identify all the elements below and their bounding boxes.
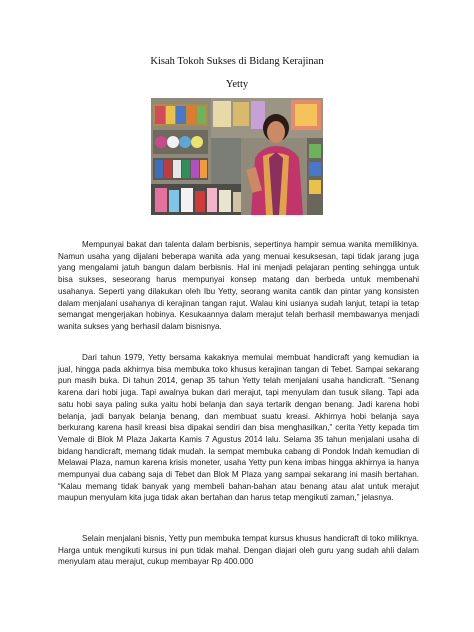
paragraph-text: Mempunyai bakat dan talenta dalam berbisnis, sepertinya hampir semua wanita memilikinya. Namun usaha yang dijalani beberapa wanita ada yang menuai kesuksesan, tapi tidak jarang juga yang mengalami jatuh bangun dalam berbisnis. Hal ini menjadi pelajaran penting sehingga untuk bisa sukses, seseorang harus mempunyai konsep matang dan berbeda untuk membenahi usahanya. Seperti yang dilakukan oleh Ibu Yetty, seorang wanita cantik dan pintar yang konsisten dalam menjalani usahanya di kerajinan tangan rajut. Walau kini usianya sudah lanjut, tetapi ia tetap semangat mengerjakan hobinya. Kesukaannya dalam merajut telah berhasil membawanya menjadi wanita sukses yang berhasil dalam bisnisnya.	[58, 240, 419, 331]
document-subtitle: Yetty	[225, 79, 249, 90]
paragraph-1	[58, 239, 419, 333]
paragraph-text: Dari tahun 1979, Yetty bersama kakaknya memulai membuat handicraft yang kemudian ia jual, hingga pada akhirnya bisa membuka toko khusus kerajinan tangan di Tebet. Sampai sekarang pun masih buka. Di tahun 2014, genap 35 tahun Yetty telah menjalani usaha handicraft. “Senang karena dari hobi juga. Tapi awalnya bukan dari merajut, tapi menyulam dan tusuk silang. Tapi ada satu hobi saya paling suka yaitu hobi belanja dan saya tertarik dengan benang. Jadi karena hobi belanja, jadi banyak belanja benang, dan membuat suatu kreasi. Akhirnya hobi belanja saya berkurang karena hasil kreasi bisa dipakai sendiri dan bisa menghasilkan,” cerita Yetty kepada tim Vemale di Blok M Plaza Jakarta Kamis 7 Agustus 2014 lalu. Selama 35 tahun menjalani usaha di bidang handicraft, memang tidak mudah. Ia sempat membuka cabang di Pondok Indah kemudian di Melawai Plaza, namun karena krisis moneter, usaha Yetty pun kena imbas hingga akhirnya ia hanya mempunyai dua cabang saja di Tebet dan Blok M Plaza yang sampai sekarang ini masih bertahan. “Kalau memang tidak banyak yang membeli bahan-bahan atau benang atau alat untuk merajut maupun menyulam kita juga tidak akan bertahan dan harus tetap mengikuti zaman,” jelasnya.	[58, 353, 419, 503]
photo-of-woman-in-craft-shop	[151, 98, 323, 215]
photo-illustration	[151, 98, 323, 215]
document-title: Kisah Tokoh Sukses di Bidang Kerajinan	[150, 56, 324, 67]
paragraph-text: Selain menjalani bisnis, Yetty pun membuka tempat kursus khusus handicraft di toko miliknya. Harga untuk mengikuti kursus ini pun tidak mahal. Dengan diajari oleh guru yang sudah ahli dalam menyulam atau merajut, cukup membayar Rp 400.000	[58, 534, 419, 567]
paragraph-3	[58, 533, 419, 568]
paragraph-2	[58, 352, 419, 504]
